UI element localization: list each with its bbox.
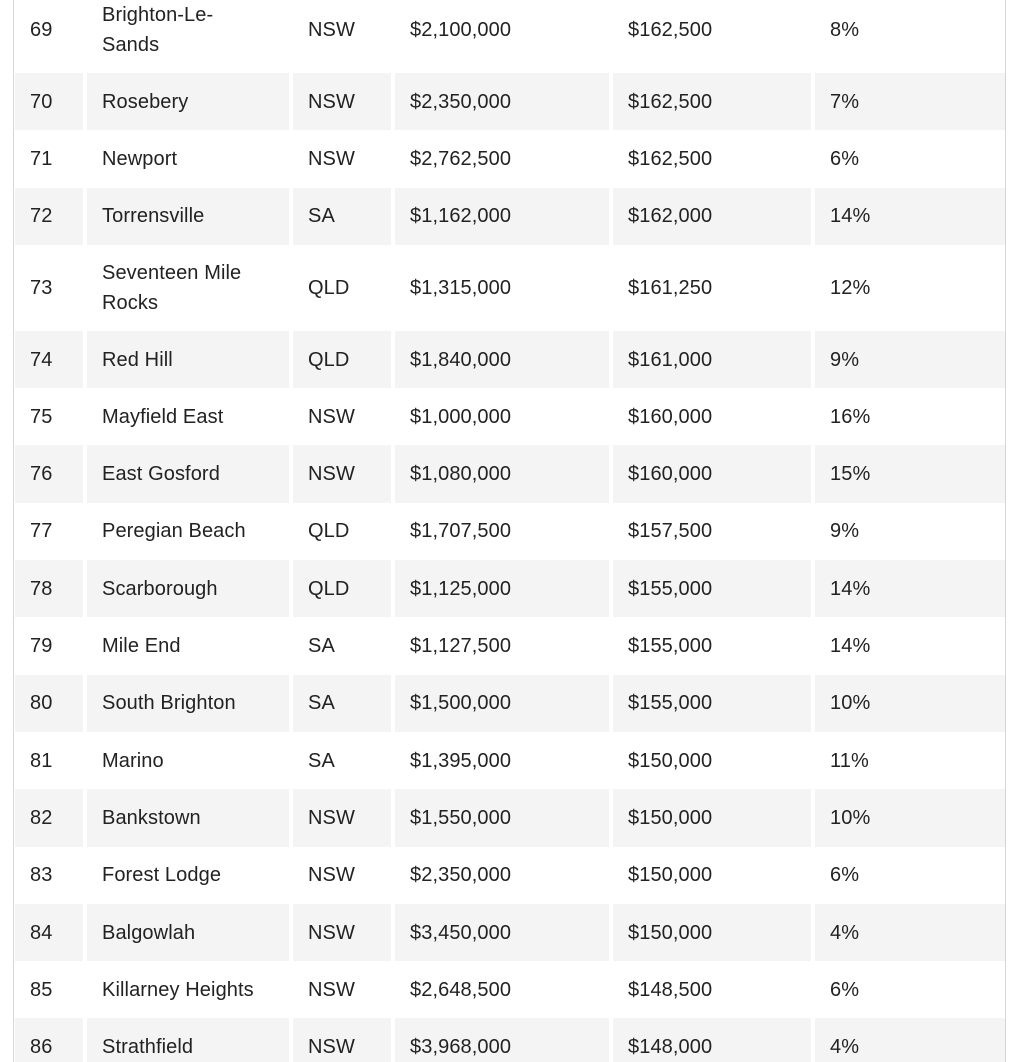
- growth-percent-cell: 4%: [815, 1018, 1006, 1062]
- median-price-cell: $1,127,500: [410, 635, 512, 658]
- price-growth-cell: $150,000: [628, 749, 713, 772]
- suburb-cell: Strathfield: [87, 1018, 289, 1062]
- rank-cell: 76: [15, 445, 83, 502]
- median-price-cell: $1,550,000: [395, 789, 609, 846]
- state-cell: NSW: [293, 445, 391, 502]
- state-cell: QLD: [293, 560, 391, 617]
- price-growth-cell: $161,000: [613, 331, 811, 388]
- median-price-cell: $1,000,000: [410, 405, 512, 428]
- median-price-cell: $1,162,000: [395, 188, 609, 245]
- table-row: [15, 789, 1006, 846]
- growth-percent-cell: 14%: [830, 635, 871, 658]
- table-row: [15, 331, 1006, 388]
- table-row: [15, 130, 1006, 187]
- state-cell: NSW: [293, 904, 391, 961]
- growth-percent-cell: 14%: [815, 560, 1006, 617]
- price-growth-cell: $150,000: [628, 864, 713, 887]
- table-row: [15, 617, 1006, 674]
- rank-cell: 77: [30, 520, 53, 543]
- growth-percent-cell: 11%: [830, 749, 869, 772]
- price-growth-cell: $161,250: [628, 276, 713, 299]
- state-cell: SA: [293, 675, 391, 732]
- state-cell: NSW: [308, 864, 355, 887]
- price-growth-cell: $150,000: [613, 904, 811, 961]
- table-row: [15, 560, 1006, 617]
- growth-percent-cell: 4%: [815, 904, 1006, 961]
- suburb-cell: Red Hill: [87, 331, 289, 388]
- suburb-cell: Newport: [102, 147, 178, 170]
- growth-percent-cell: 8%: [830, 19, 860, 41]
- suburb-cell: Marino: [102, 749, 164, 772]
- price-growth-cell: $150,000: [613, 789, 811, 846]
- rank-cell: 81: [30, 749, 53, 772]
- table-row: [15, 847, 1006, 904]
- state-cell: NSW: [293, 73, 391, 130]
- state-cell: SA: [308, 635, 335, 658]
- rank-cell: 75: [30, 405, 53, 428]
- suburb-cell: Torrensville: [87, 188, 289, 245]
- state-cell: QLD: [293, 331, 391, 388]
- median-price-cell: $2,648,500: [410, 978, 512, 1001]
- price-growth-cell: $155,000: [613, 560, 811, 617]
- median-price-cell: $1,500,000: [395, 675, 609, 732]
- growth-percent-cell: 7%: [815, 73, 1006, 130]
- table-row: [15, 245, 1006, 331]
- suburb-cell: Peregian Beach: [102, 520, 246, 543]
- table-row: [15, 73, 1006, 130]
- suburb-cell: Forest Lodge: [102, 864, 222, 887]
- state-cell: SA: [308, 749, 335, 772]
- median-price-cell: $2,762,500: [410, 147, 512, 170]
- state-cell: NSW: [308, 147, 355, 170]
- median-price-cell: $2,350,000: [395, 73, 609, 130]
- rank-cell: 82: [15, 789, 83, 846]
- median-price-cell: $1,315,000: [410, 276, 512, 299]
- rank-cell: 78: [15, 560, 83, 617]
- growth-percent-cell: 9%: [830, 520, 860, 543]
- price-growth-cell: $160,000: [628, 405, 713, 428]
- rank-cell: 79: [30, 635, 53, 658]
- price-growth-cell: $160,000: [613, 445, 811, 502]
- price-growth-cell: $162,500: [628, 147, 713, 170]
- median-price-cell: $3,968,000: [395, 1018, 609, 1062]
- table-container: [13, 0, 1006, 1062]
- state-cell: NSW: [308, 19, 355, 41]
- suburb-cell: Killarney Heights: [102, 978, 254, 1001]
- suburb-cell: Mayfield East: [102, 405, 224, 428]
- growth-percent-cell: 10%: [815, 789, 1006, 846]
- median-price-cell: $1,840,000: [395, 331, 609, 388]
- rank-cell: 71: [30, 147, 53, 170]
- state-cell: QLD: [308, 276, 350, 299]
- rank-cell: 70: [15, 73, 83, 130]
- price-growth-cell: $148,500: [628, 978, 713, 1001]
- price-growth-cell: $155,000: [613, 675, 811, 732]
- median-price-cell: $2,350,000: [410, 864, 512, 887]
- table-row: [15, 961, 1006, 1018]
- suburb-cell: South Brighton: [87, 675, 289, 732]
- median-price-cell: $2,100,000: [410, 19, 512, 41]
- table-row: [15, 188, 1006, 245]
- suburb-cell: Mile End: [102, 635, 181, 658]
- table-row: [15, 503, 1006, 560]
- median-price-cell: $1,125,000: [395, 560, 609, 617]
- growth-percent-cell: 15%: [815, 445, 1006, 502]
- rank-cell: 85: [30, 978, 53, 1001]
- growth-percent-cell: 9%: [815, 331, 1006, 388]
- median-price-cell: $1,080,000: [395, 445, 609, 502]
- price-growth-cell: $162,000: [613, 188, 811, 245]
- state-cell: NSW: [308, 978, 355, 1001]
- rank-cell: 73: [30, 276, 53, 299]
- price-growth-cell: $162,500: [628, 19, 713, 41]
- table-row: [15, 1018, 1006, 1062]
- table-row: [15, 904, 1006, 961]
- rank-cell: 72: [15, 188, 83, 245]
- price-growth-cell: $155,000: [628, 635, 713, 658]
- suburb-growth-table: [13, 0, 1006, 1062]
- suburb-cell: Brighton-Le-Sands: [102, 4, 214, 56]
- state-cell: NSW: [308, 405, 355, 428]
- table-row: [15, 388, 1006, 445]
- suburb-cell: Rosebery: [87, 73, 289, 130]
- rank-cell: 84: [15, 904, 83, 961]
- growth-percent-cell: 12%: [830, 276, 871, 299]
- suburb-cell: Seventeen Mile Rocks: [102, 261, 242, 314]
- table-row: [15, 0, 1006, 73]
- suburb-cell: Balgowlah: [87, 904, 289, 961]
- suburb-cell: Scarborough: [87, 560, 289, 617]
- growth-percent-cell: 6%: [830, 147, 860, 170]
- growth-percent-cell: 10%: [815, 675, 1006, 732]
- growth-percent-cell: 14%: [815, 188, 1006, 245]
- median-price-cell: $1,707,500: [410, 520, 512, 543]
- growth-percent-cell: 6%: [830, 864, 860, 887]
- state-cell: QLD: [308, 520, 350, 543]
- growth-percent-cell: 6%: [830, 978, 860, 1001]
- rank-cell: 74: [15, 331, 83, 388]
- price-growth-cell: $157,500: [628, 520, 713, 543]
- table-row: [15, 675, 1006, 732]
- median-price-cell: $3,450,000: [395, 904, 609, 961]
- rank-cell: 86: [15, 1018, 83, 1062]
- state-cell: NSW: [293, 1018, 391, 1062]
- price-growth-cell: $148,000: [613, 1018, 811, 1062]
- table-row: [15, 732, 1006, 789]
- rank-cell: 69: [30, 19, 53, 41]
- rank-cell: 80: [15, 675, 83, 732]
- growth-percent-cell: 16%: [830, 405, 871, 428]
- rank-cell: 83: [30, 864, 53, 887]
- table-row: [15, 445, 1006, 502]
- suburb-cell: East Gosford: [87, 445, 289, 502]
- state-cell: NSW: [293, 789, 391, 846]
- state-cell: SA: [293, 188, 391, 245]
- median-price-cell: $1,395,000: [410, 749, 512, 772]
- suburb-cell: Bankstown: [87, 789, 289, 846]
- price-growth-cell: $162,500: [613, 73, 811, 130]
